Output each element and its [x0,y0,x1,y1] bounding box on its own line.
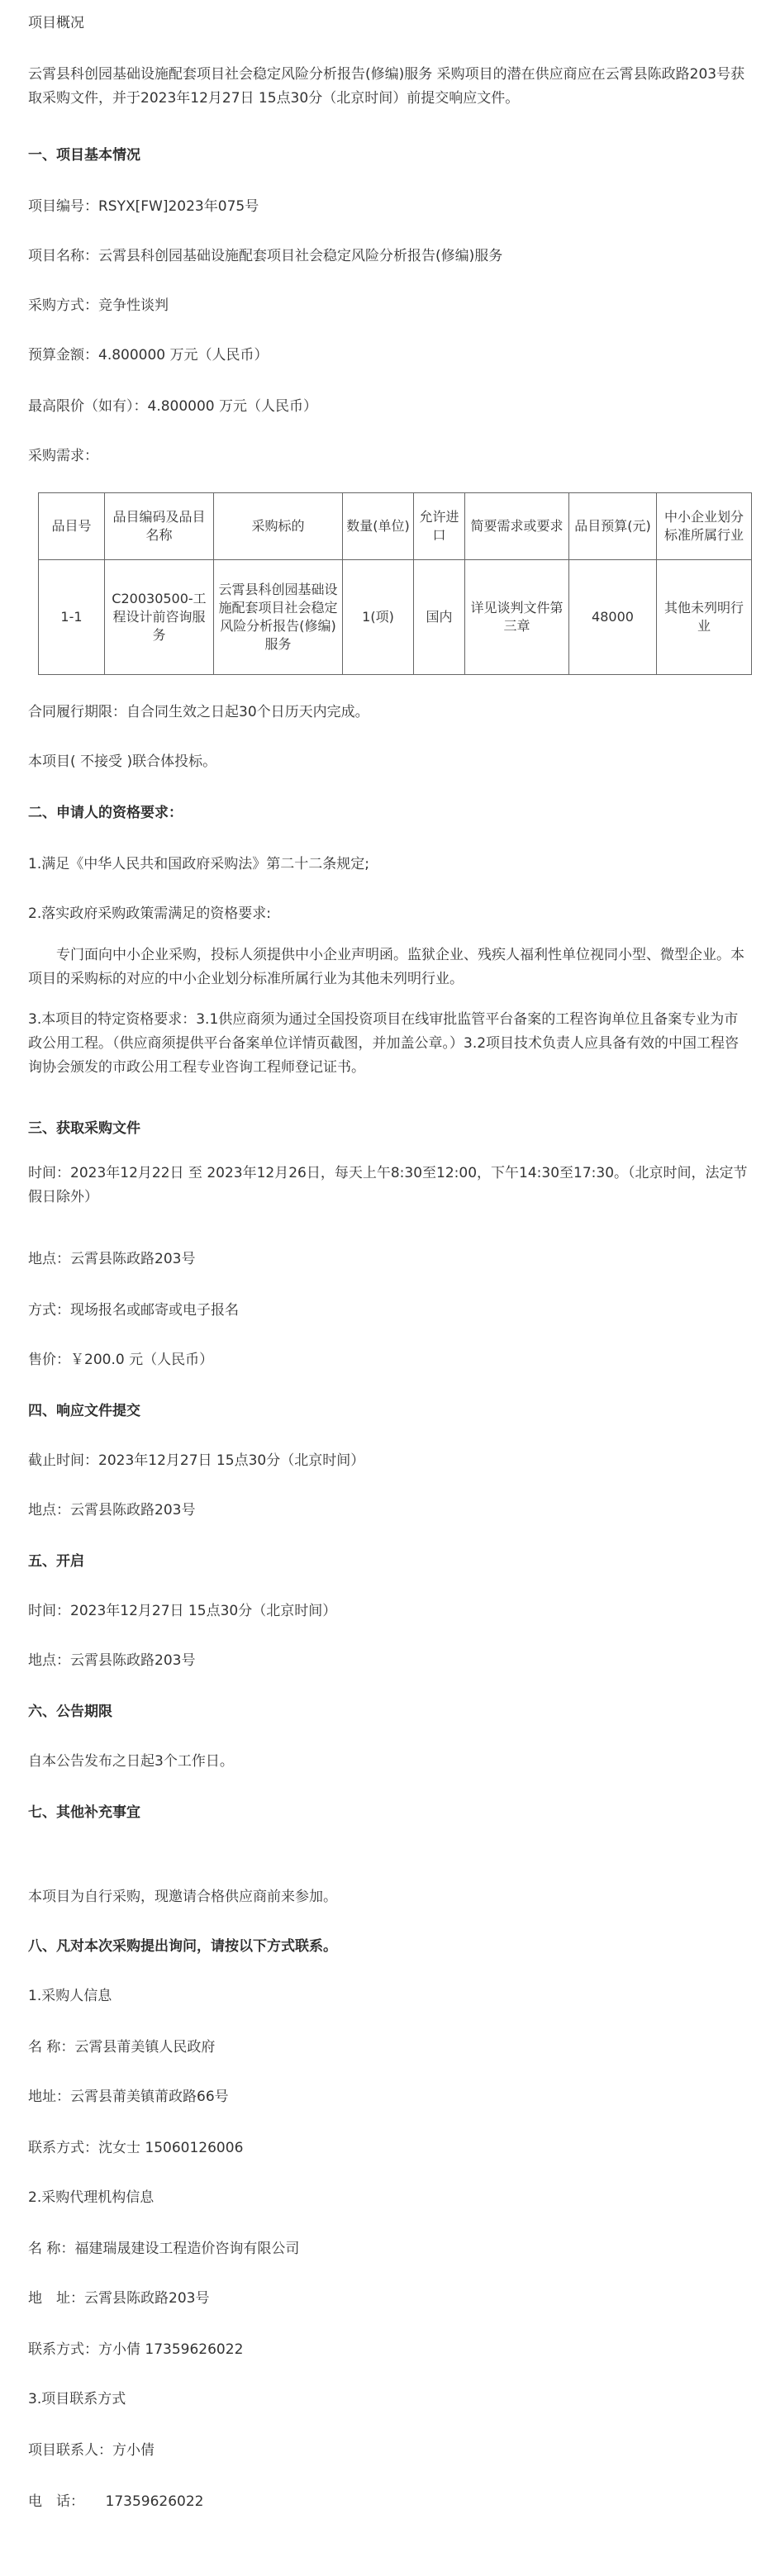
procurement-method: 采购方式：竞争性谈判 [28,297,169,314]
project-contact-person: 项目联系人：方小倩 [28,2442,155,2459]
agent-contact: 联系方式：方小倩 17359626022 [28,2341,244,2358]
obtain-place: 地点：云霄县陈政路203号 [28,1251,196,1267]
section-3-heading: 三、获取采购文件 [28,1120,140,1137]
agent-address: 地 址：云霄县陈政路203号 [28,2290,210,2307]
section-1-heading: 一、项目基本情况 [28,147,140,164]
contract-period: 合同履行期限：自合同生效之日起30个日历天内完成。 [28,704,369,720]
obtain-time: 时间：2023年12月22日 至 2023年12月26日，每天上午8:30至12:00，下午14:30至17:30。（北京时间，法定节假日除外） [28,1165,748,1205]
header-cell: 品目号 [39,493,105,560]
header-cell: 品目预算(元) [569,493,657,560]
overview-text: 云霄县科创园基础设施配套项目社会稳定风险分析报告(修编)服务 采购项目的潜在供应商应在云霄县陈政路203号获取采购文件，并于2023年12月27日 15点30分（北京时间）前提交响应文件。 [28,66,745,107]
qualification-2: 2.落实政府采购政策需满足的资格要求: [28,905,271,922]
project-name: 项目名称：云霄县科创园基础设施配套项目社会稳定风险分析报告(修编)服务 [28,248,503,264]
obtain-method: 方式：现场报名或邮寄或电子报名 [28,1302,239,1319]
project-contact-title: 3.项目联系方式 [28,2391,126,2407]
header-cell: 中小企业划分标准所属行业 [657,493,752,560]
header-cell: 品目编码及品目名称 [105,493,214,560]
budget-amount: 预算金额：4.800000 万元（人民币） [28,347,269,364]
table-cell: 详见谈判文件第三章 [465,560,569,675]
project-number: 项目编号：RSYX[FW]2023年075号 [28,198,259,215]
opening-place: 地点：云霄县陈政路203号 [28,1652,196,1669]
section-6-heading: 六、公告期限 [28,1704,112,1720]
header-cell: 采购标的 [214,493,343,560]
header-cell: 数量(单位) [343,493,414,560]
requirements-label: 采购需求： [28,448,98,464]
consortium-note: 本项目( 不接受 )联合体投标。 [28,753,217,770]
agent-info-title: 2.采购代理机构信息 [28,2189,155,2206]
buyer-address: 地址：云霄县莆美镇莆政路66号 [28,2089,229,2105]
opening-time: 时间：2023年12月27日 15点30分（北京时间） [28,1603,337,1619]
table-cell: 云霄县科创园基础设施配套项目社会稳定风险分析报告(修编)服务 [214,560,343,675]
submit-place: 地点：云霄县陈政路203号 [28,1502,196,1519]
section-4-heading: 四、响应文件提交 [28,1403,140,1419]
qualification-1: 1.满足《中华人民共和国政府采购法》第二十二条规定; [28,856,369,872]
buyer-name: 名 称：云霄县莆美镇人民政府 [28,2039,216,2056]
table-header-row [39,493,752,560]
document-price: 售价：￥200.0 元（人民币） [28,1352,214,1368]
section-8-heading: 八、凡对本次采购提出询问，请按以下方式联系。 [28,1938,337,1955]
qualification-3: 3.本项目的特定资格要求：3.1供应商须为通过全国投资项目在线审批监管平台备案的工程咨询单位且备案专业为市政公用工程。（供应商须提供平台备案单位详情页截图，并加盖公章。）3.2项目技术负责人应具备有效的中国工程咨询协会颁发的市政公用工程专业咨询工程师登记证书。 [28,1011,740,1076]
submit-deadline: 截止时间：2023年12月27日 15点30分（北京时间） [28,1452,365,1469]
table-row [39,560,752,675]
supplementary-text: 本项目为自行采购，现邀请合格供应商前来参加。 [28,1889,337,1905]
overview-title: 项目概况 [28,15,84,31]
section-5-heading: 五、开启 [28,1553,84,1570]
buyer-contact: 联系方式：沈女士 15060126006 [28,2140,244,2156]
header-cell: 简要需求或要求 [465,493,569,560]
table-cell: 其他未列明行业 [657,560,752,675]
table-cell: C20030500-工程设计前咨询服务 [105,560,214,675]
table-cell: 国内 [414,560,465,675]
header-cell: 允许进口 [414,493,465,560]
section-2-heading: 二、申请人的资格要求： [28,805,183,821]
project-contact-phone: 电 话： 17359626022 [28,2493,204,2510]
table-cell: 1-1 [39,560,105,675]
buyer-info-title: 1.采购人信息 [28,1988,112,2004]
max-price: 最高限价（如有）：4.800000 万元（人民币） [28,398,318,415]
table-cell: 1(项) [343,560,414,675]
requirements-table [38,492,752,675]
agent-name: 名 称：福建瑞晟建设工程造价咨询有限公司 [28,2241,300,2257]
table-cell: 48000 [569,560,657,675]
qualification-2-body: 专门面向中小企业采购，投标人须提供中小企业声明函。监狱企业、残疾人福利性单位视同小型、微型企业。本项目的采购标的对应的中小企业划分标准所属行业为其他未列明行业。 [28,947,744,987]
section-7-heading: 七、其他补充事宜 [28,1804,140,1821]
notice-period: 自本公告发布之日起3个工作日。 [28,1753,234,1770]
